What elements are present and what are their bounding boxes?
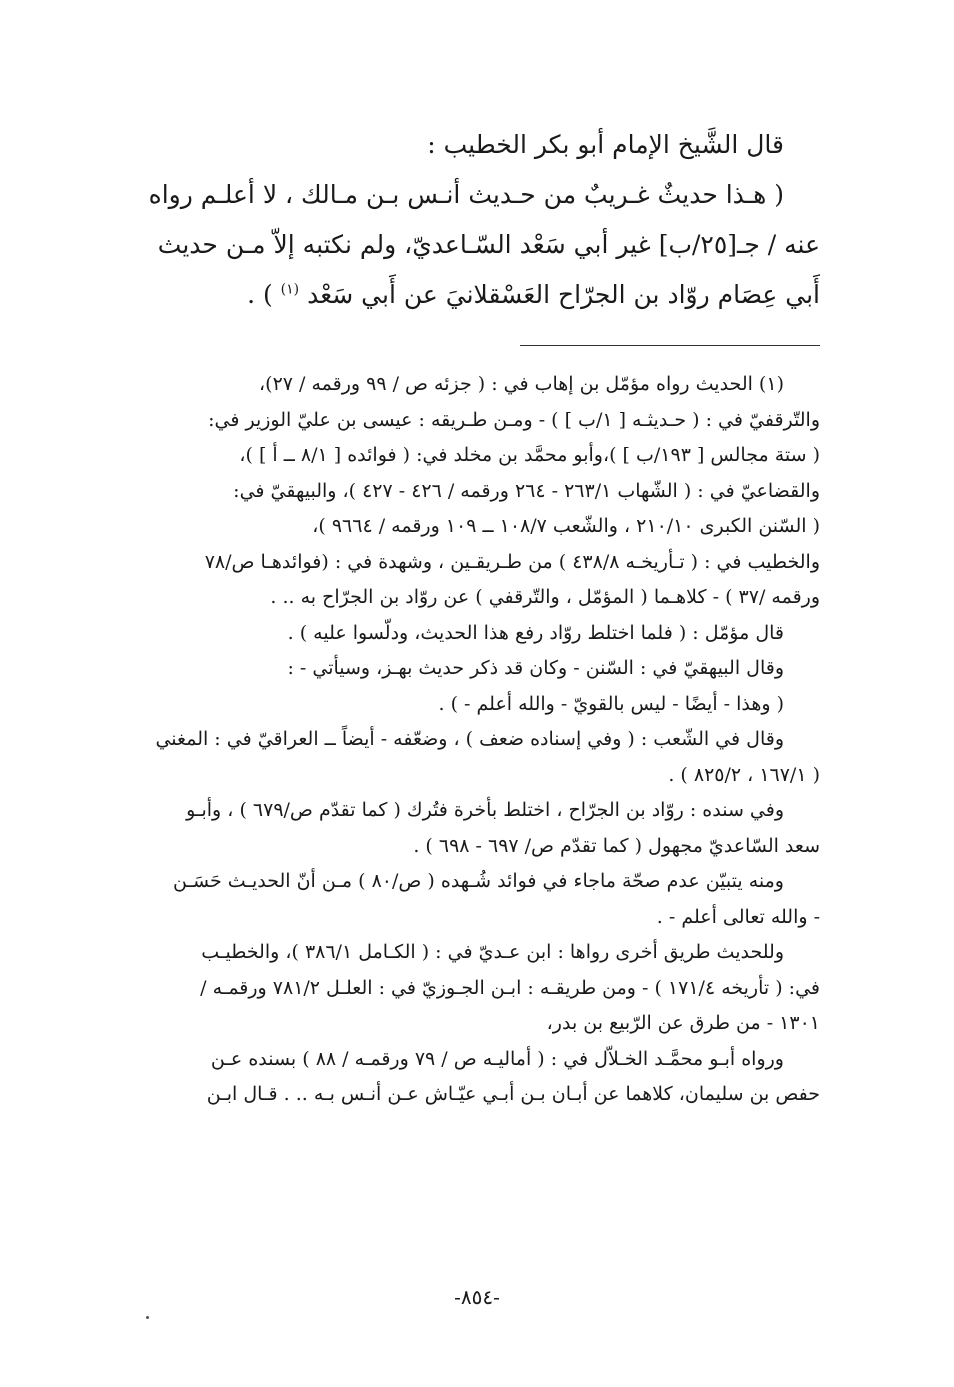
note-line-6: والخطيب في : ( تـأريخـه ٤٣٨/٨ ) من طـريقـين ، وشهدة في : (فوائدهـا ص/٧٨: [204, 550, 820, 573]
main-line-4: [108, 270, 820, 320]
note-line-16: - والله تعالى أعلم - .: [656, 905, 820, 928]
footnote-divider: [520, 345, 820, 346]
note-line-8: قال مؤمّل : ( فلما اختلط روّاد رفع هذا الحديث، ودلّسوا عليه ) .: [287, 621, 784, 644]
scan-speck: [146, 1316, 149, 1319]
note-line-20: ورواه أبـو محمَّـد الخـلاّل في : ( أماليـه ص / ٧٩ ورقمـه / ٨٨ ) بسنده عـن: [210, 1047, 784, 1070]
main-line-1: قال الشَّيخ الإمام أبو بكر الخطيب :: [427, 130, 784, 159]
note-line-12: ( ١٦٧/١ ، ٨٢٥/٢ ) .: [668, 763, 820, 786]
note-line-19: ١٣٠١ - من طرق عن الرّبيع بن بدر،: [546, 1012, 820, 1034]
note-line-10: ( وهذا - أيضًا - ليس بالقويّ - والله أعلم - ) .: [438, 692, 784, 715]
main-text: [108, 120, 820, 320]
note-line-13: وفي سنده : روّاد بن الجرّاح ، اختلط بأخرة فتُرك ( كما تقدّم ص/٦٧٩ ) ، وأبـو: [186, 799, 784, 821]
page-number: -٨٥٤-: [454, 1285, 500, 1309]
note-line-5: ( السّنن الكبرى ٢١٠/١٠ ، والشّعب ١٠٨/٧ ــ ١٠٩ ورقمه / ٩٦٦٤ )،: [312, 515, 820, 537]
note-line-4: والقضاعيّ في : ( الشّهاب ٢٦٣/١ - ٢٦٤ ورقمه / ٤٢٦ - ٤٢٧ )، والبيهقيّ في:: [233, 479, 820, 502]
note-line-9: وقال البيهقيّ في : السّنن - وكان قد ذكر حديث بهـز، وسيأتي - :: [287, 657, 784, 679]
footnotes: [108, 367, 820, 1113]
main-line-4-text: أَبي عِصَام روّاد بن الجرّاح العَسْقلانيَ عن أَبي سَعْد: [307, 280, 820, 309]
note-line-14: سعد السّاعديّ مجهول ( كما تقدّم ص/ ٦٩٧ - ٦٩٨ ) .: [413, 834, 820, 857]
note-line-11: وقال في الشّعب : ( وفي إسناده ضعف ) ، وضعّفه - أيضاً ــ العراقيّ في : المغني: [155, 728, 784, 750]
note-line-7: ورقمه /٣٧ ) - كلاهـما ( المؤمّل ، والتّرقفي ) عن روّاد بن الجرّاح به .. .: [270, 586, 820, 608]
main-line-2: ( هـذا حديثٌ غـريبٌ من حـديث أنـس بـن مـالك ، لا أعلـم رواه: [148, 180, 784, 209]
note-line-21: حفص بن سليمان، كلاهما عن أبـان بـن أبـي عيّـاش عـن أنـس بـه .. . قـال ابـن: [206, 1083, 820, 1105]
note-line-2: والتّرقفيّ في : ( حـديثـه [ ١/ب ] ) - ومـن طـريقه : عيسى بن عليّ الوزير في:: [208, 408, 820, 431]
note-line-17: وللحديث طريق أخرى رواها : ابن عـديّ في : ( الكـامل ٣٨٦/١ )، والخطيـب: [201, 941, 784, 963]
footnote-ref: (١): [280, 281, 300, 298]
note-line-1: (١) الحديث رواه مؤمّل بن إهاب في : ( جزئه ص / ٩٩ ورقمه / ٢٧)،: [259, 373, 784, 395]
main-line-3: عنه / جـ[٢٥/ب] غير أبي سَعْد السّـاعديّ، ولم نكتبه إلاّ مـن حديث: [157, 230, 820, 259]
note-line-15: ومنه يتبيّن عدم صحّة ماجاء في فوائد شُـهده ( ص/٨٠ ) مـن أنّ الحديـث حَسَـن: [172, 870, 784, 892]
note-line-3: ( ستة مجالس [ ١٩٣/ب ] )،وأبو محمَّد بن مخلد في: ( فوائده [ ٨/١ ــ أ ] )،: [239, 444, 820, 466]
note-line-18: في: ( تأريخه ١٧١/٤ ) - ومن طريقـه : ابـن الجـوزيّ في : العلـل ٧٨١/٢ ورقمـه /: [200, 976, 820, 999]
main-line-4-end: ) .: [247, 280, 273, 309]
